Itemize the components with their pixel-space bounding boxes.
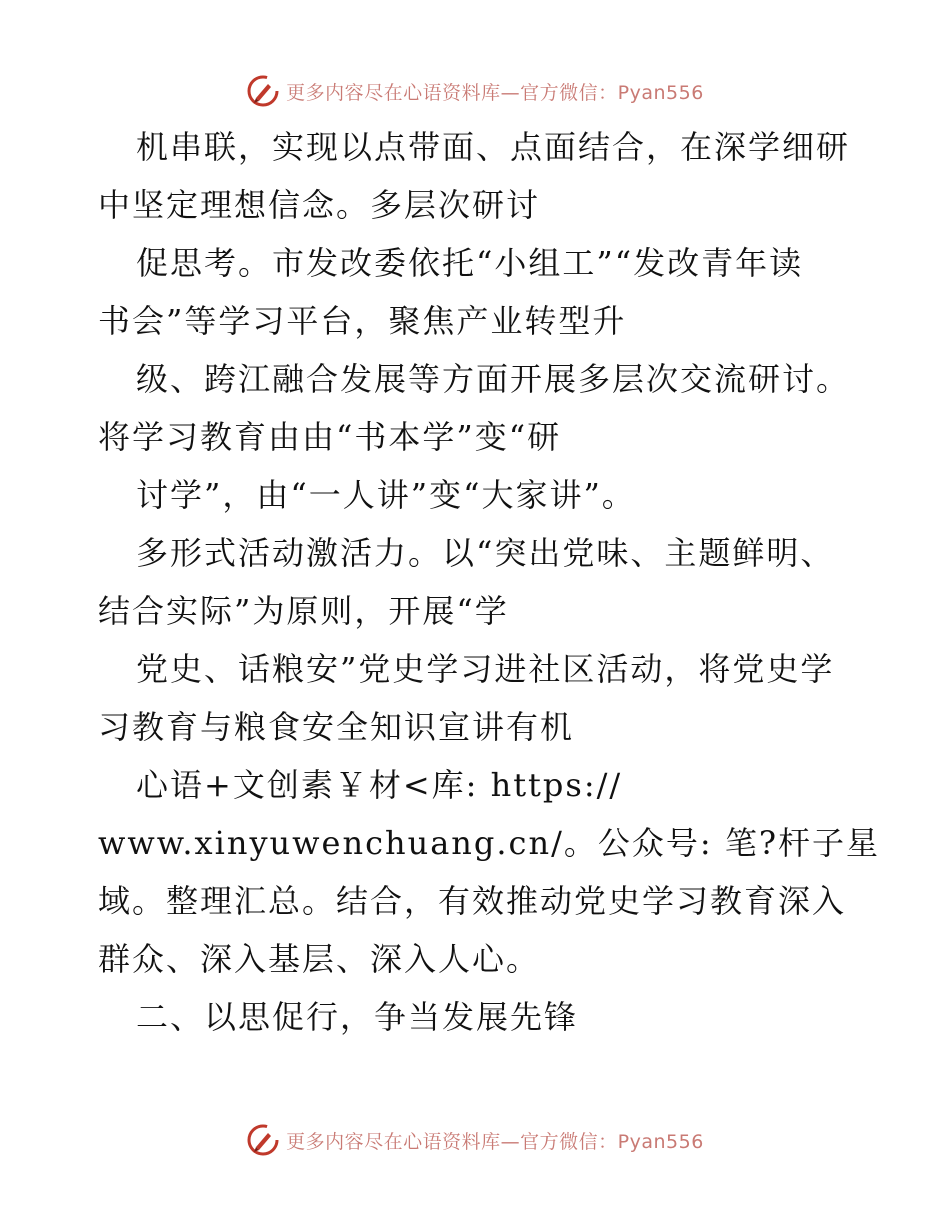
text-line: 二、以思促行，争当发展先锋 <box>136 998 579 1036</box>
text-line: www.xinyuwenchuang.cn/。公众号: 笔?杆子星 <box>98 824 880 862</box>
text-line: 书会”等学习平台，聚焦产业转型升 <box>98 302 627 340</box>
text-line: 结合实际”为原则，开展“学 <box>98 592 509 630</box>
watermark-wechat: 官方微信：Pyan556 <box>520 1130 704 1153</box>
text-line: 习教育与粮食安全知识宣讲有机 <box>98 708 575 746</box>
text-line: 心语+文创素￥材<库: https:// <box>136 766 623 804</box>
pen-logo-icon <box>246 1123 280 1157</box>
watermark-main: 更多内容尽在心语资料库 <box>286 81 501 104</box>
text-line: 多形式活动激活力。以“突出党味、主题鲜明、 <box>136 534 835 572</box>
watermark-main: 更多内容尽在心语资料库 <box>286 1130 501 1153</box>
watermark-text <box>286 78 704 105</box>
text-line: 促思考。市发改委依托“小组工”“发改青年读 <box>136 244 804 282</box>
header-watermark <box>0 71 950 111</box>
watermark-dash: — <box>500 81 521 104</box>
text-line: 将学习教育由由“书本学”变“研 <box>98 418 562 456</box>
text-line: 群众、深入基层、深入人心。 <box>98 940 541 978</box>
text-line: 机串联，实现以点带面、点面结合，在深学细研 <box>136 128 851 166</box>
text-line: 域。整理汇总。结合，有效推动党史学习教育深入 <box>98 882 847 920</box>
footer-watermark <box>0 1120 950 1160</box>
text-line: 中坚定理想信念。多层次研讨 <box>98 186 541 224</box>
text-line: 级、跨江融合发展等方面开展多层次交流研讨。 <box>136 360 851 398</box>
watermark-dash: — <box>500 1130 521 1153</box>
pen-logo-icon <box>246 74 280 108</box>
text-line: 讨学”，由“一人讲”变“大家讲”。 <box>136 476 636 514</box>
text-line: 党史、话粮安”党史学习进社区活动，将党史学 <box>136 650 835 688</box>
watermark-text <box>286 1127 704 1154</box>
watermark-wechat: 官方微信：Pyan556 <box>520 81 704 104</box>
document-body <box>98 118 880 1046</box>
